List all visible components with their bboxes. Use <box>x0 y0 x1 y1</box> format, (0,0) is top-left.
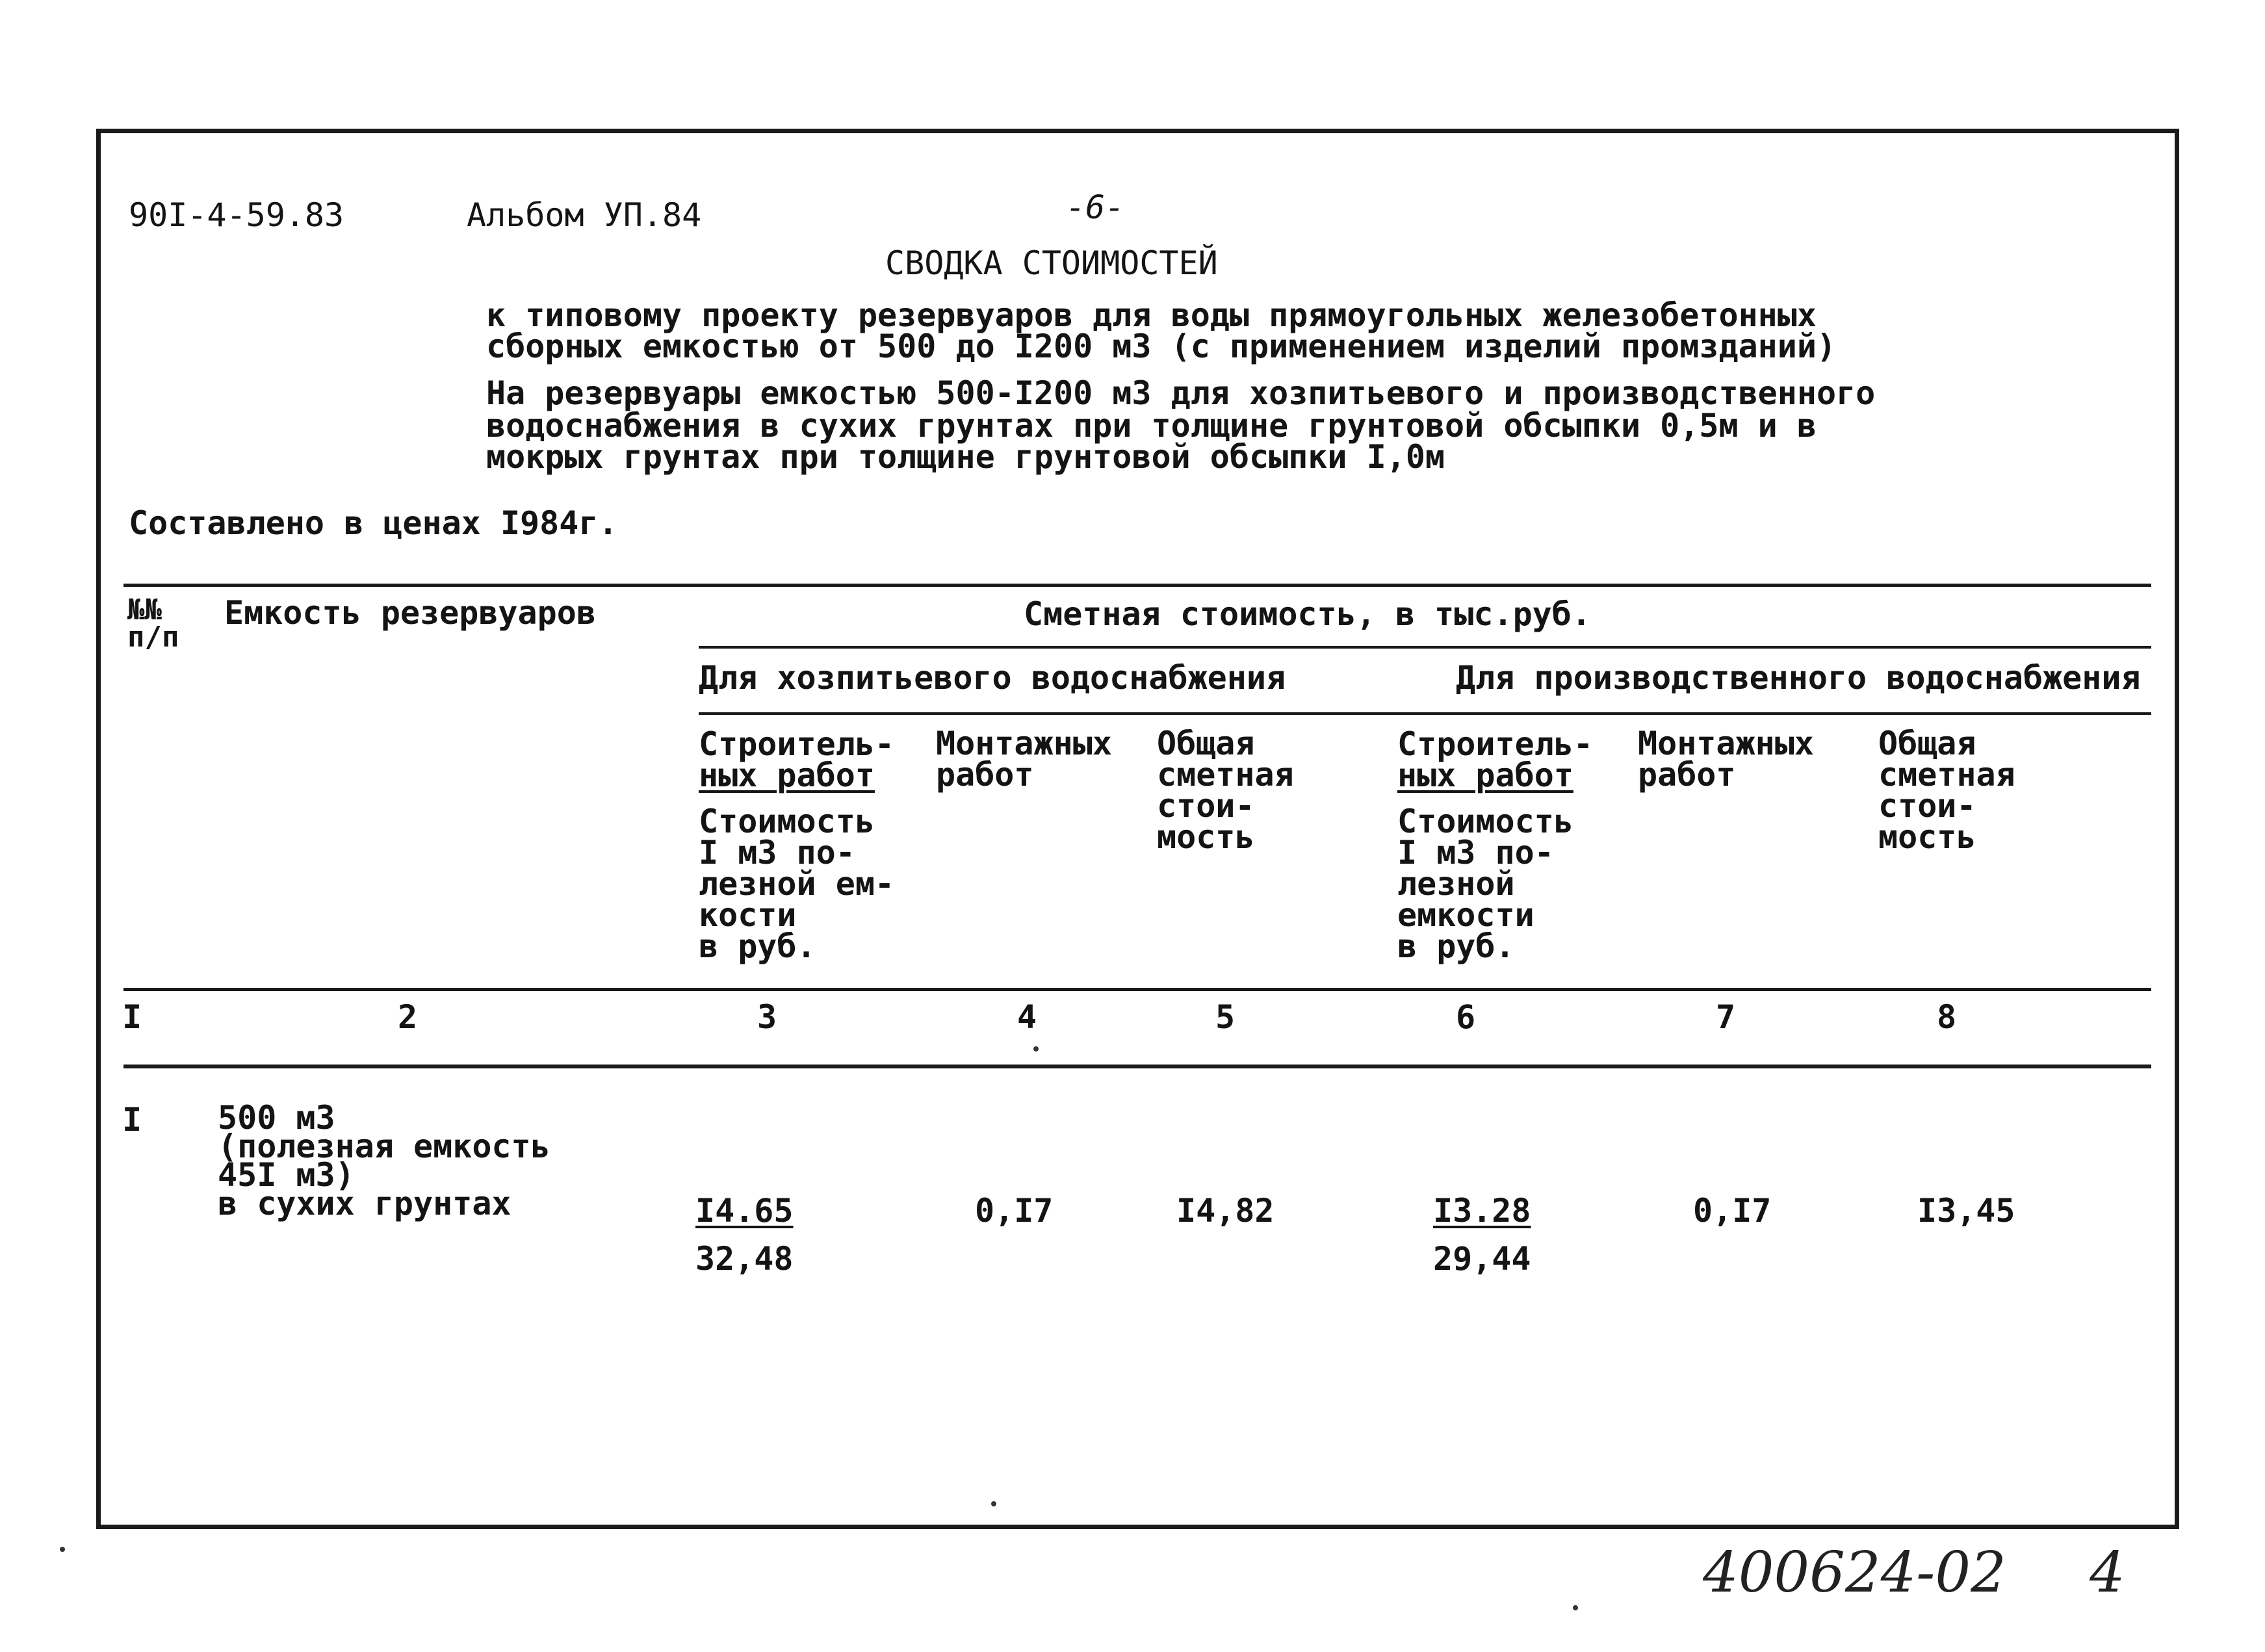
col-number-6: 6 <box>1456 998 1476 1036</box>
group-drinking-header: Для хозпитьевого водоснабжения <box>699 659 1286 697</box>
document-title: СВОДКА СТОИМОСТЕЙ <box>885 244 1218 282</box>
row-1-drink-construction: I4.65 <box>695 1192 794 1230</box>
col-number-1: I <box>122 998 142 1036</box>
handwritten-sheet-number: 4 <box>2090 1540 2125 1605</box>
title-subtitle-line2: сборных емкостью от 500 до I200 м3 (с применением изделий промзданий) <box>486 328 1837 365</box>
row-1-ind-total: I3,45 <box>1917 1192 2015 1230</box>
row-1-drink-unit-cost: 32,48 <box>695 1240 794 1278</box>
drink-construction-header-line2: ных работ <box>699 756 875 794</box>
handwritten-inventory-number: 400624-02 <box>1703 1540 2006 1605</box>
col-number-4: 4 <box>1017 998 1037 1036</box>
scan-speck <box>991 1501 996 1506</box>
col-number-8: 8 <box>1937 998 1957 1036</box>
col-number-3: 3 <box>757 998 777 1036</box>
col-numbers-rule <box>123 1065 2151 1068</box>
drink-construction-header: Строитель- <box>699 725 895 763</box>
ind-total-header: Общая сметная стои- мость <box>1878 725 2015 856</box>
table-top-rule <box>123 584 2151 587</box>
row-1-drink-total: I4,82 <box>1176 1192 1275 1230</box>
scan-speck <box>60 1547 65 1552</box>
title-subtitle-line1: к типовому проекту резервуаров для воды прямоугольных железобетонных <box>486 296 1817 334</box>
col-number-5: 5 <box>1215 998 1236 1036</box>
drink-total-header: Общая сметная стои- мость <box>1157 725 1294 856</box>
col-number-header: №№ п/п <box>127 593 179 654</box>
row-1-ind-construction: I3.28 <box>1433 1192 1531 1230</box>
row-1-drink-install: 0,I7 <box>975 1192 1054 1230</box>
row-1-ind-unit-cost: 29,44 <box>1433 1240 1531 1278</box>
prices-note: Составлено в ценах I984г. <box>129 504 618 542</box>
ind-construction-header-line2: ных работ <box>1397 756 1573 794</box>
scan-speck <box>1033 1046 1039 1052</box>
scan-speck <box>1573 1605 1578 1610</box>
header-bottom-rule <box>123 988 2151 991</box>
album-label: Альбом УП.84 <box>467 196 702 234</box>
col-number-2: 2 <box>398 998 418 1036</box>
col-number-7: 7 <box>1716 998 1736 1036</box>
col-capacity-header: Емкость резервуаров <box>224 594 596 632</box>
drink-unit-cost-header: Стоимость I м3 по- лезной ем- кости в руб. <box>699 803 895 965</box>
row-1-ind-install: 0,I7 <box>1693 1192 1772 1230</box>
ind-install-header: Монтажных работ <box>1638 725 1814 794</box>
estimated-cost-rule <box>699 646 2151 649</box>
title-description-line1: На резервуары емкостью 500-I200 м3 для хозпитьевого и производственного <box>486 374 1876 412</box>
page-number: -6- <box>1066 188 1125 226</box>
ind-unit-cost-header: Стоимость I м3 по- лезной емкости в руб. <box>1397 803 1573 965</box>
document-code: 90I-4-59.83 <box>129 196 344 234</box>
ind-construction-header: Строитель- <box>1397 725 1594 763</box>
title-description-line2: водоснабжения в сухих грунтах при толщине грунтовой обсыпки 0,5м и в <box>486 407 1817 445</box>
drink-install-header: Монтажных работ <box>936 725 1112 794</box>
row-1-capacity: 500 м3 (полезная емкость 45I м3) в сухих грунтах <box>218 1099 550 1222</box>
group-rule <box>699 712 2151 715</box>
group-industrial-header: Для производственного водоснабжения <box>1456 659 2141 697</box>
title-description-line3: мокрых грунтах при толщине грунтовой обсыпки I,0м <box>486 438 1445 476</box>
row-1-number: I <box>122 1101 142 1139</box>
estimated-cost-header: Сметная стоимость, в тыс.руб. <box>1024 595 1591 633</box>
